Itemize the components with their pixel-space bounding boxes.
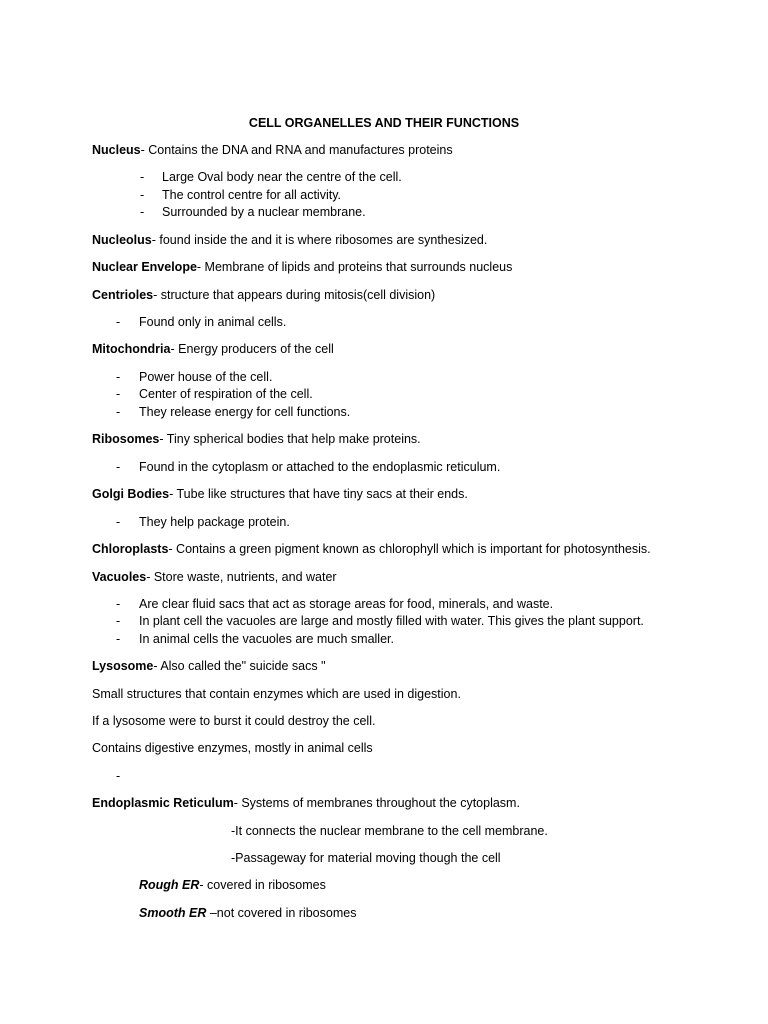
entry-rough-er [139,878,326,893]
def-nucleolus: - found inside the and it is where ribosomes are synthesized. [151,233,488,247]
def-golgi-bodies: - Tube like structures that have tiny sacs at their ends. [169,487,468,501]
bullet-dash: - [116,769,121,783]
bullet-golgi-1: They help package protein. [139,515,290,529]
bullet-vacuoles-2: In plant cell the vacuoles are large and mostly filled with water. This gives the plant support. [139,614,644,628]
term-nucleus: Nucleus [92,143,141,157]
entry-chloroplasts [92,542,651,557]
entry-vacuoles [92,570,337,585]
entry-nuclear-envelope [92,260,512,275]
term-rough-er: Rough ER [139,878,200,892]
bullet-dash: - [116,387,121,401]
term-lysosome: Lysosome [92,659,154,673]
document-title: CELL ORGANELLES AND THEIR FUNCTIONS [248,116,520,130]
term-smooth-er: Smooth ER [139,906,207,920]
def-lysosome: - Also called the" suicide sacs " [153,659,326,673]
bullet-vacuoles-3: In animal cells the vacuoles are much smaller. [139,632,394,646]
def-smooth-er: –not covered in ribosomes [206,906,357,920]
bullet-dash: - [116,614,121,628]
bullet-dash: - [116,315,121,329]
term-endoplasmic-reticulum: Endoplasmic Reticulum [92,796,234,810]
term-vacuoles: Vacuoles [92,570,147,584]
bullet-dash: - [116,515,121,529]
bullet-dash: - [140,188,145,202]
def-rough-er: - covered in ribosomes [199,878,326,892]
term-nuclear-envelope: Nuclear Envelope [92,260,197,274]
entry-centrioles [92,288,435,303]
bullet-dash: - [140,205,145,219]
lysosome-line-1: Small structures that contain enzymes which are used in digestion. [92,687,461,701]
lysosome-line-2: If a lysosome were to burst it could destroy the cell. [92,714,376,728]
bullet-mitochondria-2: Center of respiration of the cell. [139,387,313,401]
entry-nucleolus [92,233,487,248]
term-centrioles: Centrioles [92,288,154,302]
bullet-mitochondria-3: They release energy for cell functions. [139,405,351,419]
entry-smooth-er [139,906,356,921]
bullet-centrioles-1: Found only in animal cells. [139,315,287,329]
bullet-nucleus-3: Surrounded by a nuclear membrane. [162,205,366,219]
bullet-dash: - [140,170,145,184]
bullet-dash: - [116,597,121,611]
term-golgi-bodies: Golgi Bodies [92,487,170,501]
bullet-dash: - [116,370,121,384]
lysosome-line-3: Contains digestive enzymes, mostly in animal cells [92,741,373,755]
term-ribosomes: Ribosomes [92,432,160,446]
entry-ribosomes [92,432,421,447]
term-mitochondria: Mitochondria [92,342,171,356]
entry-lysosome [92,659,326,674]
bullet-dash: - [116,405,121,419]
bullet-ribosomes-1: Found in the cytoplasm or attached to the endoplasmic reticulum. [139,460,501,474]
er-sub-1: -It connects the nuclear membrane to the cell membrane. [231,824,548,838]
term-chloroplasts: Chloroplasts [92,542,169,556]
def-nuclear-envelope: - Membrane of lipids and proteins that surrounds nucleus [196,260,513,274]
bullet-mitochondria-1: Power house of the cell. [139,370,273,384]
def-nucleus: - Contains the DNA and RNA and manufactures proteins [140,143,453,157]
def-vacuoles: - Store waste, nutrients, and water [146,570,337,584]
entry-endoplasmic-reticulum [92,796,520,811]
entry-nucleus [92,143,453,158]
def-mitochondria: - Energy producers of the cell [170,342,334,356]
bullet-vacuoles-1: Are clear fluid sacs that act as storage areas for food, minerals, and waste. [139,597,554,611]
bullet-nucleus-1: Large Oval body near the centre of the cell. [162,170,402,184]
entry-golgi-bodies [92,487,468,502]
term-nucleolus: Nucleolus [92,233,152,247]
bullet-nucleus-2: The control centre for all activity. [162,188,342,202]
def-centrioles: - structure that appears during mitosis(cell division) [153,288,436,302]
bullet-dash: - [116,460,121,474]
def-endoplasmic-reticulum: - Systems of membranes throughout the cytoplasm. [233,796,520,810]
er-sub-2: -Passageway for material moving though the cell [231,851,501,865]
entry-mitochondria [92,342,334,357]
def-chloroplasts: - Contains a green pigment known as chlorophyll which is important for photosynthesis. [168,542,651,556]
bullet-dash: - [116,632,121,646]
def-ribosomes: - Tiny spherical bodies that help make proteins. [159,432,421,446]
